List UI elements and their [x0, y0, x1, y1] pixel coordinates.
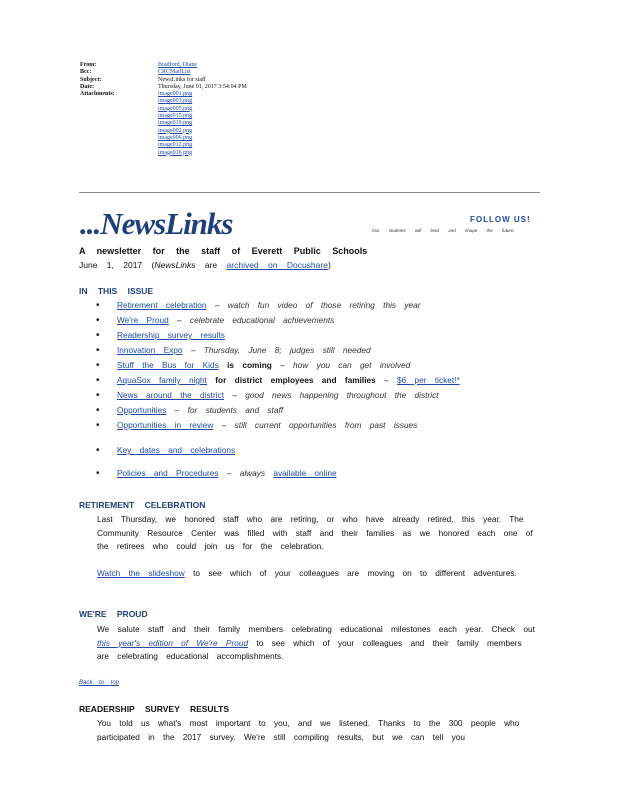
- attachment-link[interactable]: image015.png: [158, 113, 193, 120]
- proud-text: We salute staff and their family members celebrating educational milestones each year. Check out: [97, 624, 535, 634]
- retirement-paragraph: Last Thursday, we honored staff who are retiring, or who have already retired, this year. The Community Resource Center was filled with staff and their families as we honored each one of the retirees who could join us for the celebration.: [97, 514, 533, 551]
- attachment-link[interactable]: image005.png: [158, 105, 193, 112]
- header-divider: [79, 192, 540, 193]
- in-this-issue-heading: IN THIS ISSUE: [79, 286, 154, 296]
- from-row: [80, 62, 247, 69]
- toc-item: [96, 443, 460, 458]
- toc-item: [96, 418, 460, 433]
- toc-link[interactable]: Retirement celebration: [117, 300, 207, 310]
- toc-item: [96, 373, 460, 388]
- toc-desc: – how you can get involved: [271, 360, 411, 370]
- date-row: [80, 84, 247, 91]
- proud-paragraph: [97, 623, 537, 664]
- survey-paragraph: You told us what's most important to you, and we listened. Thanks to the 300 people who participated in the 2017 survey. We're still compiling results, but we can tell you: [97, 718, 520, 742]
- toc-link[interactable]: AquaSox family night: [117, 375, 207, 385]
- toc-link[interactable]: Opportunities in review: [117, 420, 214, 430]
- toc-link[interactable]: Stuff the Bus for Kids: [117, 360, 219, 370]
- toc-desc: – still current opportunities from past issues: [213, 420, 418, 430]
- toc-link[interactable]: We're Proud: [117, 315, 169, 325]
- district-tagline: Our students will lead and shape the future.: [372, 228, 515, 233]
- date-value: Thursday, June 01, 2017 3:54:04 PM: [158, 83, 247, 90]
- email-header: [80, 62, 247, 157]
- toc-desc: – watch fun video of those retiring this year: [206, 300, 421, 310]
- toc-desc: – good news happening throughout the district: [224, 390, 439, 400]
- retirement-heading: RETIREMENT CELEBRATION: [79, 500, 206, 510]
- proud-text: to see which of your colleagues and their family members are celebrating educational accomplishments.: [97, 637, 522, 661]
- proud-heading: WE'RE PROUD: [79, 609, 148, 619]
- toc-item: [96, 343, 460, 358]
- issue-date: June 1, 2017: [79, 260, 143, 270]
- follow-us-link[interactable]: FOLLOW US!: [470, 215, 531, 224]
- newslinks-name: NewsLinks: [154, 260, 196, 270]
- from-label: From:: [80, 62, 97, 68]
- attachment-link[interactable]: image016.png: [158, 149, 193, 156]
- are-text: are: [204, 260, 218, 270]
- survey-heading: READERSHIP SURVEY RESULTS: [79, 704, 229, 714]
- toc-link[interactable]: Opportunities: [117, 405, 167, 415]
- paren: (: [151, 260, 155, 270]
- toc-item: [96, 298, 460, 313]
- ticket-link[interactable]: $6 per ticket!*: [396, 375, 460, 385]
- attachment-link[interactable]: image002.png: [158, 127, 193, 134]
- attachment-link[interactable]: image012.png: [158, 142, 193, 149]
- toc-desc: – always: [218, 468, 274, 478]
- attachment-link[interactable]: image006.png: [158, 134, 193, 141]
- subject-value: NewsLinks for staff: [158, 76, 206, 83]
- watch-slideshow-link[interactable]: Watch the slideshow: [97, 568, 185, 578]
- toc-link[interactable]: Innovation Expo: [117, 345, 183, 355]
- toc-item: [96, 313, 460, 328]
- toc-link[interactable]: Readership survey results: [117, 330, 225, 340]
- toc-item: [96, 466, 460, 481]
- back-to-top-link[interactable]: Back to top: [79, 680, 120, 686]
- paren: ): [327, 260, 331, 270]
- bcc-row: [80, 69, 247, 76]
- newslinks-logo: ...NewsLinks: [80, 206, 233, 241]
- toc-item: [96, 403, 460, 418]
- bcc-link[interactable]: CRCMailList: [158, 69, 191, 76]
- subject-row: [80, 77, 247, 84]
- toc-item: [96, 328, 460, 343]
- toc-desc: – for students and staff: [166, 405, 284, 415]
- policies-online-link[interactable]: available online: [273, 468, 337, 478]
- attachment-link[interactable]: image001.png: [158, 91, 193, 98]
- toc-desc: – Thursday, June 8; judges still needed: [182, 345, 371, 355]
- attachments-label: Attachments:: [80, 91, 115, 98]
- toc-item: [96, 388, 460, 403]
- proud-edition-link[interactable]: this year's edition of We're Proud: [97, 637, 249, 648]
- toc-link[interactable]: Key dates and celebrations: [117, 445, 236, 455]
- slideshow-text: to see which of your colleagues are moving on to different adventures.: [184, 568, 517, 578]
- attachment-link[interactable]: image019.png: [158, 120, 193, 127]
- subject-label: Subject:: [80, 76, 102, 83]
- from-link[interactable]: Bradford, Diane: [158, 62, 197, 68]
- date-label: Date:: [80, 83, 94, 90]
- toc-desc: –: [375, 375, 397, 385]
- attachments-row: [80, 91, 247, 157]
- bcc-label: Bcc:: [80, 69, 92, 76]
- issue-date-line: [79, 260, 331, 270]
- retirement-slideshow-paragraph: [97, 567, 537, 581]
- archived-link[interactable]: archived on Docushare: [226, 260, 328, 270]
- toc-bold: is coming: [218, 360, 272, 370]
- attachment-link[interactable]: image003.png: [158, 98, 193, 105]
- toc-bold: for district employees and families: [206, 375, 376, 385]
- newsletter-subtitle: A newsletter for the staff of Everett Public Schools: [79, 246, 368, 256]
- toc-desc: – celebrate educational achievements: [168, 315, 335, 325]
- toc-list: [96, 298, 460, 481]
- toc-link[interactable]: News around the district: [117, 390, 225, 400]
- toc-item: [96, 358, 460, 373]
- toc-link[interactable]: Policies and Procedures: [117, 468, 219, 478]
